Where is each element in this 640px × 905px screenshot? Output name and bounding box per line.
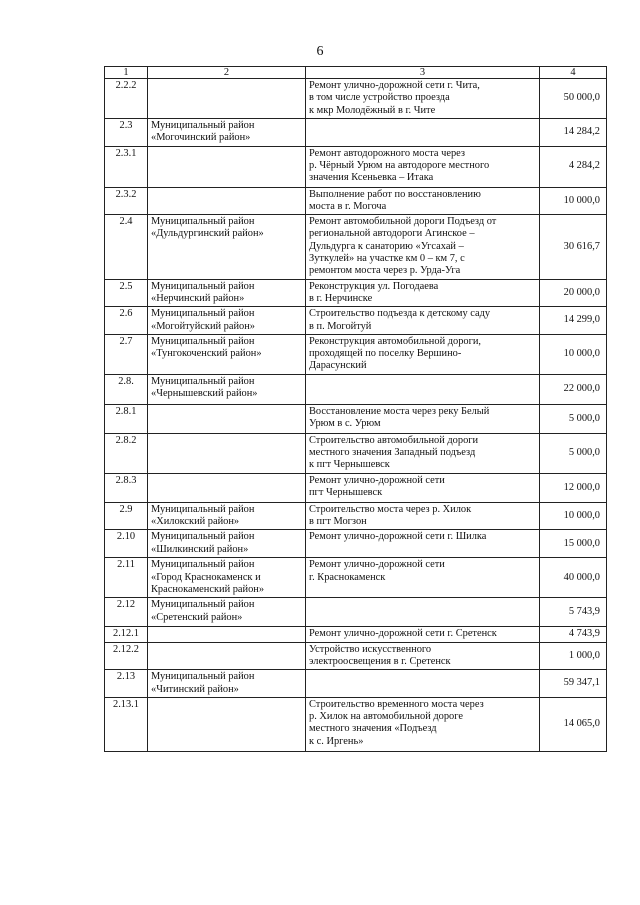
row-work-description <box>306 119 540 147</box>
row-number: 2.8.3 <box>105 473 148 502</box>
row-district: Муниципальный район «Сретенский район» <box>148 598 306 627</box>
table-row <box>105 279 607 307</box>
row-number: 2.12 <box>105 598 148 627</box>
row-number: 2.2.2 <box>105 79 148 119</box>
row-work-description <box>306 670 540 698</box>
row-number: 2.12.2 <box>105 642 148 670</box>
table-row <box>105 374 607 404</box>
row-number: 2.5 <box>105 279 148 307</box>
row-number: 2.13.1 <box>105 697 148 751</box>
table-row <box>105 502 607 530</box>
table-body <box>105 79 607 752</box>
row-work-description: Ремонт улично-дорожной сети пгт Чернышевск <box>306 473 540 502</box>
row-number: 2.13 <box>105 670 148 698</box>
row-amount: 40 000,0 <box>540 558 607 598</box>
row-number: 2.8. <box>105 374 148 404</box>
row-number: 2.3.1 <box>105 146 148 187</box>
row-amount: 30 616,7 <box>540 215 607 279</box>
table-row <box>105 307 607 335</box>
row-work-description: Ремонт улично-дорожной сети г. Сретенск <box>306 627 540 642</box>
table-row <box>105 558 607 598</box>
column-header-work: 3 <box>306 67 540 79</box>
row-district: Муниципальный район «Нерчинский район» <box>148 279 306 307</box>
row-amount: 14 299,0 <box>540 307 607 335</box>
table-row <box>105 473 607 502</box>
row-district <box>148 79 306 119</box>
row-district: Муниципальный район «Хилокский район» <box>148 502 306 530</box>
row-district <box>148 627 306 642</box>
row-amount: 10 000,0 <box>540 187 607 215</box>
table-row <box>105 79 607 119</box>
row-amount: 59 347,1 <box>540 670 607 698</box>
row-work-description: Ремонт улично-дорожной сети г. Шилка <box>306 530 540 558</box>
table-row <box>105 670 607 698</box>
row-district <box>148 433 306 473</box>
column-header-number: 1 <box>105 67 148 79</box>
table-row <box>105 146 607 187</box>
table-row <box>105 433 607 473</box>
table-row <box>105 404 607 433</box>
table-row <box>105 598 607 627</box>
table-row <box>105 187 607 215</box>
row-number: 2.8.1 <box>105 404 148 433</box>
row-work-description: Реконструкция автомобильной дороги, проходящей по поселку Вершино- Дарасунский <box>306 334 540 374</box>
row-district <box>148 697 306 751</box>
row-amount: 1 000,0 <box>540 642 607 670</box>
row-number: 2.6 <box>105 307 148 335</box>
budget-table <box>104 66 607 752</box>
row-work-description: Ремонт автодорожного моста через р. Чёрный Урюм на автодороге местного значения Ксеньевка – Итака <box>306 146 540 187</box>
row-district <box>148 187 306 215</box>
row-amount: 22 000,0 <box>540 374 607 404</box>
row-amount: 5 000,0 <box>540 433 607 473</box>
row-number: 2.4 <box>105 215 148 279</box>
row-district <box>148 404 306 433</box>
row-work-description: Устройство искусственного электроосвещения в г. Сретенск <box>306 642 540 670</box>
row-work-description: Строительство временного моста через р. Хилок на автомобильной дороге местного значения «Подъезд к с. Иргень» <box>306 697 540 751</box>
row-number: 2.11 <box>105 558 148 598</box>
row-work-description <box>306 598 540 627</box>
table-row <box>105 642 607 670</box>
row-work-description: Строительство автомобильной дороги местного значения Западный подъезд к пгт Чернышевск <box>306 433 540 473</box>
row-district: Муниципальный район «Дульдургинский район» <box>148 215 306 279</box>
row-amount: 12 000,0 <box>540 473 607 502</box>
row-work-description: Выполнение работ по восстановлению моста в г. Могоча <box>306 187 540 215</box>
row-number: 2.7 <box>105 334 148 374</box>
row-work-description: Строительство подъезда к детскому саду в п. Могойтуй <box>306 307 540 335</box>
row-amount: 14 284,2 <box>540 119 607 147</box>
column-header-district: 2 <box>148 67 306 79</box>
row-number: 2.9 <box>105 502 148 530</box>
row-number: 2.8.2 <box>105 433 148 473</box>
row-work-description <box>306 374 540 404</box>
row-number: 2.3.2 <box>105 187 148 215</box>
table-row <box>105 530 607 558</box>
header-row <box>105 67 607 79</box>
row-district: Муниципальный район «Могойтуйский район» <box>148 307 306 335</box>
row-number: 2.3 <box>105 119 148 147</box>
row-amount: 4 743,9 <box>540 627 607 642</box>
row-work-description: Ремонт улично-дорожной сети г. Чита, в том числе устройство проезда к мкр Молодёжный в г. Чите <box>306 79 540 119</box>
table-row <box>105 119 607 147</box>
row-district: Муниципальный район «Тунгокоченский район» <box>148 334 306 374</box>
column-header-amount: 4 <box>540 67 607 79</box>
row-number: 2.10 <box>105 530 148 558</box>
row-number: 2.12.1 <box>105 627 148 642</box>
row-district: Муниципальный район «Чернышевский район» <box>148 374 306 404</box>
row-work-description: Восстановление моста через реку Белый Урюм в с. Урюм <box>306 404 540 433</box>
row-amount: 50 000,0 <box>540 79 607 119</box>
row-amount: 10 000,0 <box>540 334 607 374</box>
table-row <box>105 334 607 374</box>
table-row <box>105 627 607 642</box>
row-work-description: Реконструкция ул. Погодаева в г. Нерчинске <box>306 279 540 307</box>
page-number: 6 <box>316 44 324 59</box>
row-amount: 10 000,0 <box>540 502 607 530</box>
row-district: Муниципальный район «Шилкинский район» <box>148 530 306 558</box>
row-work-description: Ремонт автомобильной дороги Подъезд от региональной автодороги Агинское – Дульдурга к санаторию «Угсахай – Зуткулей» на участке км 0 – км 7, с ремонтом моста через р. Урда-Уга <box>306 215 540 279</box>
row-amount: 4 284,2 <box>540 146 607 187</box>
row-district <box>148 642 306 670</box>
row-amount: 5 000,0 <box>540 404 607 433</box>
row-work-description: Ремонт улично-дорожной сети г. Краснокаменск <box>306 558 540 598</box>
row-amount: 20 000,0 <box>540 279 607 307</box>
table-row <box>105 215 607 279</box>
row-district: Муниципальный район «Могочинский район» <box>148 119 306 147</box>
row-district <box>148 146 306 187</box>
row-district: Муниципальный район «Город Краснокаменск и Краснокаменский район» <box>148 558 306 598</box>
row-amount: 5 743,9 <box>540 598 607 627</box>
row-district: Муниципальный район «Читинский район» <box>148 670 306 698</box>
row-work-description: Строительство моста через р. Хилок в пгт Могзон <box>306 502 540 530</box>
table-row <box>105 697 607 751</box>
row-district <box>148 473 306 502</box>
row-amount: 15 000,0 <box>540 530 607 558</box>
row-amount: 14 065,0 <box>540 697 607 751</box>
